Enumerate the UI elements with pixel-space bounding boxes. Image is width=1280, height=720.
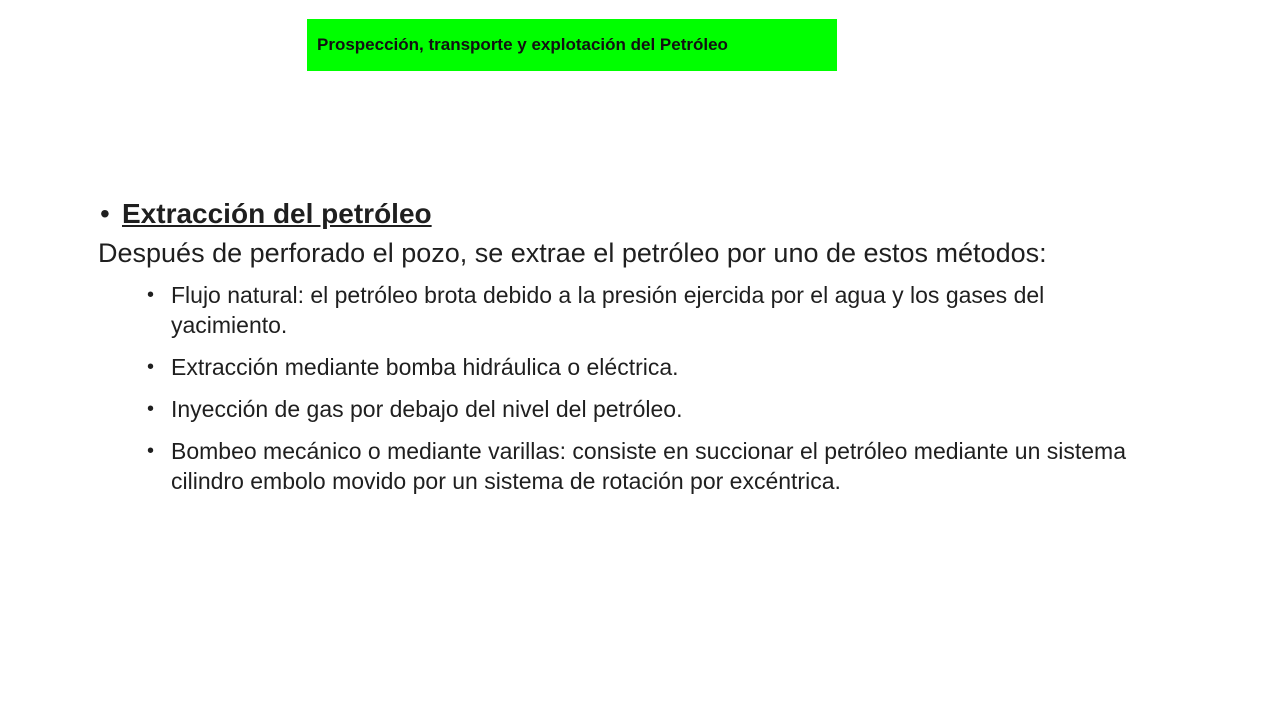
- section-heading: Extracción del petróleo: [122, 198, 432, 229]
- slide-title: Prospección, transporte y explotación del Petróleo: [317, 35, 728, 54]
- intro-paragraph: Después de perforado el pozo, se extrae el petróleo por uno de estos métodos:: [98, 238, 1047, 268]
- bullet-icon: •: [147, 398, 155, 420]
- bullet-icon: •: [147, 284, 155, 306]
- list-item: [147, 436, 1158, 496]
- method-text: Extracción mediante bomba hidráulica o eléctrica.: [171, 354, 679, 380]
- section-heading-item: [98, 196, 1158, 232]
- bullet-icon: •: [147, 440, 155, 462]
- method-text: Inyección de gas por debajo del nivel del petróleo.: [171, 396, 683, 422]
- slide-body: [98, 196, 1158, 508]
- list-item: [147, 394, 1158, 424]
- bullet-icon: •: [147, 356, 155, 378]
- bullet-icon: •: [100, 198, 110, 229]
- method-text: Bombeo mecánico o mediante varillas: consiste en succionar el petróleo mediante un sistema cilindro embolo movido por un sistema de rotación por excéntrica.: [171, 438, 1127, 494]
- methods-list: [98, 280, 1158, 496]
- list-item: [147, 280, 1158, 340]
- title-banner: [307, 19, 837, 71]
- list-item: [147, 352, 1158, 382]
- method-text: Flujo natural: el petróleo brota debido a la presión ejercida por el agua y los gases del yacimiento.: [171, 282, 1045, 338]
